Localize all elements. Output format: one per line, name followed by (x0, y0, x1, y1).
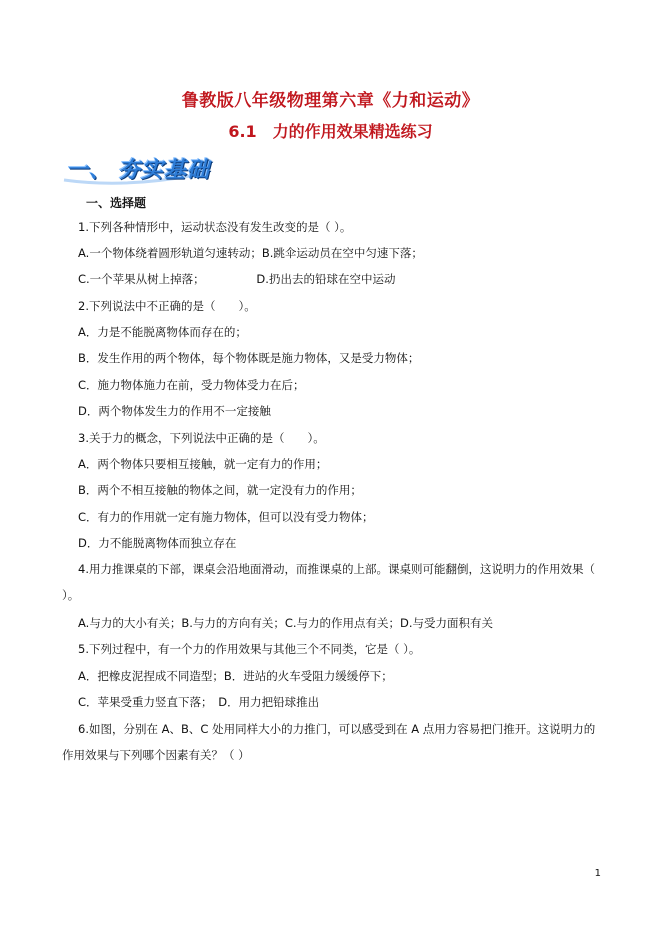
question-3-option-d: D．力不能脱离物体而独立存在 (78, 536, 237, 550)
document-subtitle: 6.1 力的作用效果精选练习 (228, 122, 433, 141)
section-header (62, 150, 211, 186)
question-2: 2.下列说法中不正确的是（ ）。 (78, 299, 256, 313)
sub-heading: 一、选择题 (86, 196, 147, 210)
question-4-options: A.与力的大小有关；B.与力的方向有关；C.与力的作用点有关；D.与受力面积有关 (78, 616, 494, 630)
question-3-option-b: B．两个不相互接触的物体之间，就一定没有力的作用； (78, 483, 362, 497)
question-3-option-a: A．两个物体只要相互接触，就一定有力的作用； (78, 457, 328, 471)
question-6: 6.如图，分别在 A、B、C 处用同样大小的力推门，可以感受到在 A 点用力容易把门推开。这说明力的作用效果与下列哪个因素有关？（ ） (62, 722, 596, 762)
document-title: 鲁教版八年级物理第六章《力和运动》 (181, 91, 480, 111)
question-1-options-cd: C.一个苹果从树上掉落； D.扔出去的铅球在空中运动 (78, 272, 396, 286)
question-1: 1.下列各种情形中，运动状态没有发生改变的是（ ）。 (78, 220, 352, 234)
question-3: 3.关于力的概念，下列说法中正确的是（ ）。 (78, 431, 325, 445)
question-5-options-ab: A．把橡皮泥捏成不同造型；B．进站的火车受阻力缓缓停下； (78, 669, 393, 683)
question-4: 4.用力推课桌的下部，课桌会沿地面滑动，而推课桌的上部。课桌则可能翻倒，这说明力的作用效果（ ）。 (62, 562, 595, 602)
question-1-options-ab: A.一个物体绕着圆形轨道匀速转动；B.跳伞运动员在空中匀速下落； (78, 246, 423, 260)
question-5: 5.下列过程中，有一个力的作用效果与其他三个不同类，它是（ ）。 (78, 642, 421, 656)
question-5-options-cd: C．苹果受重力竖直下落； D．用力把铅球推出 (78, 695, 320, 709)
question-2-option-a: A．力是不能脱离物体而存在的； (78, 325, 247, 339)
question-2-option-b: B．发生作用的两个物体，每个物体既是施力物体，又是受力物体； (78, 351, 420, 365)
question-2-option-d: D．两个物体发生力的作用不一定接触 (78, 404, 271, 418)
section-number: 一、 (66, 158, 113, 183)
section-name: 夯实基础 (118, 158, 211, 183)
question-2-option-c: C．施力物体施力在前，受力物体受力在后； (78, 378, 305, 392)
question-3-option-c: C．有力的作用就一定有施力物体，但可以没有受力物体； (78, 510, 374, 524)
page-number: 1 (594, 868, 601, 879)
section-title (66, 153, 210, 184)
